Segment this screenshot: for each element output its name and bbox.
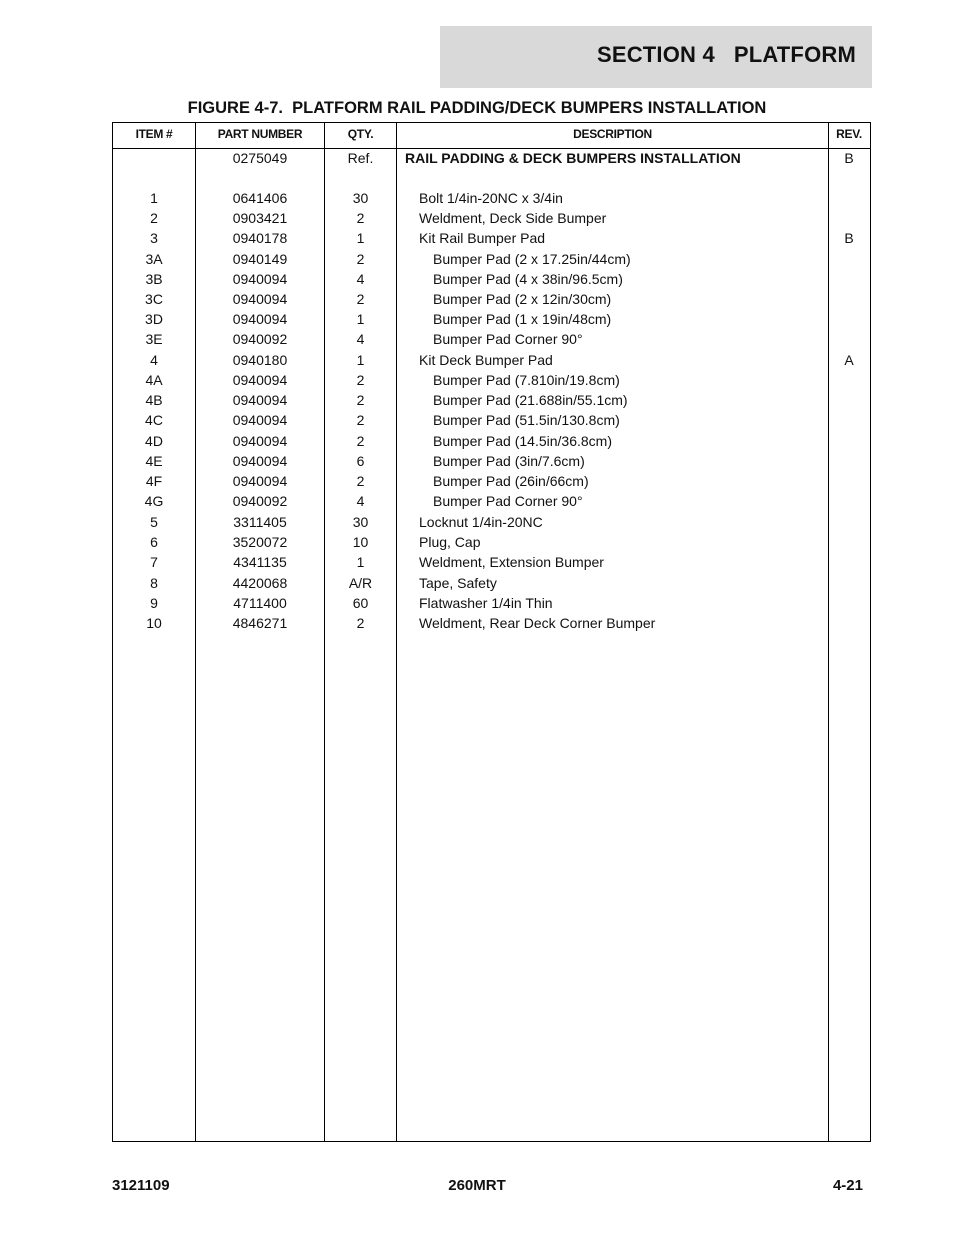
table-row (113, 210, 870, 230)
item-cell: 4E (145, 453, 163, 469)
qty-cell: 30 (352, 514, 369, 530)
item-cell: 4G (144, 493, 164, 509)
table-row (113, 352, 870, 372)
footer-page-number: 4-21 (832, 1177, 863, 1194)
table-row (113, 372, 870, 392)
qty-cell: 60 (352, 595, 369, 611)
part-number-cell: 0940094 (232, 291, 288, 307)
table-row (113, 392, 870, 412)
description-cell: RAIL PADDING & DECK BUMPERS INSTALLATION (405, 150, 741, 166)
part-number-cell: 0940094 (232, 433, 288, 449)
part-number-cell: 0275049 (232, 150, 288, 166)
description-cell: Bumper Pad Corner 90° (433, 493, 583, 509)
description-cell: Bumper Pad (21.688in/55.1cm) (433, 392, 628, 408)
qty-cell: 2 (356, 473, 365, 489)
part-number-cell: 4846271 (232, 615, 288, 631)
column-header-item: ITEM # (135, 127, 173, 141)
rev-cell: B (844, 150, 854, 166)
qty-cell: 4 (356, 493, 365, 509)
description-cell: Bolt 1/4in-20NC x 3/4in (419, 190, 563, 206)
description-cell: Plug, Cap (419, 534, 481, 550)
table-row (113, 575, 870, 595)
description-cell: Weldment, Deck Side Bumper (419, 210, 607, 226)
item-cell: 1 (150, 190, 158, 206)
table-row (113, 433, 870, 453)
description-cell: Bumper Pad (26in/66cm) (433, 473, 589, 489)
section-title: SECTION 4 PLATFORM (596, 42, 856, 67)
table-row (113, 251, 870, 271)
description-cell: Kit Deck Bumper Pad (419, 352, 553, 368)
description-cell: Tape, Safety (419, 575, 497, 591)
table-row (113, 514, 870, 534)
qty-cell: 2 (356, 412, 365, 428)
rev-cell: A (844, 352, 854, 368)
column-header-qty: QTY. (347, 127, 374, 141)
part-number-cell: 0940178 (232, 230, 288, 246)
description-cell: Locknut 1/4in-20NC (419, 514, 543, 530)
column-header-part-number: PART NUMBER (217, 127, 303, 141)
item-cell: 4C (145, 412, 163, 428)
qty-cell: A/R (348, 575, 373, 591)
qty-cell: 1 (356, 352, 365, 368)
qty-cell: 10 (352, 534, 369, 550)
part-number-cell: 0940094 (232, 271, 288, 287)
part-number-cell: 3520072 (232, 534, 288, 550)
table-row (113, 554, 870, 574)
item-cell: 3 (150, 230, 158, 246)
section-header-box (440, 26, 872, 88)
qty-cell: 2 (356, 372, 365, 388)
item-cell: 9 (150, 595, 158, 611)
item-cell: 4D (145, 433, 163, 449)
part-number-cell: 4341135 (233, 554, 287, 570)
description-cell: Bumper Pad (3in/7.6cm) (433, 453, 585, 469)
item-cell: 7 (150, 554, 158, 570)
description-cell: Bumper Pad (2 x 17.25in/44cm) (433, 251, 631, 267)
item-cell: 3A (145, 251, 163, 267)
item-cell: 3D (145, 311, 163, 327)
part-number-cell: 4711400 (233, 595, 287, 611)
figure-title: FIGURE 4-7. PLATFORM RAIL PADDING/DECK BUMPERS INSTALLATION (187, 99, 767, 117)
description-cell: Bumper Pad (14.5in/36.8cm) (433, 433, 612, 449)
part-number-cell: 3311405 (233, 514, 287, 530)
qty-cell: 2 (356, 210, 365, 226)
qty-cell: 2 (356, 291, 365, 307)
description-cell: Bumper Pad Corner 90° (433, 331, 583, 347)
part-number-cell: 0940180 (232, 352, 288, 368)
description-cell: Weldment, Extension Bumper (419, 554, 604, 570)
table-row (113, 230, 870, 250)
item-cell: 10 (146, 615, 162, 631)
description-cell: Flatwasher 1/4in Thin (419, 595, 553, 611)
qty-cell: 1 (356, 230, 365, 246)
table-row (113, 595, 870, 615)
qty-cell: 1 (356, 554, 365, 570)
qty-cell: 6 (356, 453, 365, 469)
table-row (113, 473, 870, 493)
table-row (113, 271, 870, 291)
table-row (113, 453, 870, 473)
table-row (113, 150, 870, 170)
qty-cell: 4 (356, 331, 365, 347)
item-cell: 5 (150, 514, 158, 530)
description-cell: Bumper Pad (51.5in/130.8cm) (433, 412, 620, 428)
part-number-cell: 0940094 (232, 473, 288, 489)
item-cell: 3E (145, 331, 163, 347)
item-cell: 3B (145, 271, 163, 287)
part-number-cell: 0641406 (232, 190, 288, 206)
description-cell: Bumper Pad (7.810in/19.8cm) (433, 372, 620, 388)
description-cell: Weldment, Rear Deck Corner Bumper (419, 615, 656, 631)
qty-cell: 2 (356, 392, 365, 408)
description-cell: Bumper Pad (1 x 19in/48cm) (433, 311, 612, 327)
item-cell: 4F (145, 473, 163, 489)
header-divider (113, 148, 870, 149)
part-number-cell: 0940094 (232, 453, 288, 469)
part-number-cell: 0940094 (232, 412, 288, 428)
table-row (113, 412, 870, 432)
part-number-cell: 0903421 (232, 210, 288, 226)
part-number-cell: 0940094 (232, 372, 288, 388)
qty-cell: 30 (352, 190, 369, 206)
qty-cell: 2 (356, 433, 365, 449)
table-row (113, 190, 870, 210)
item-cell: 3C (145, 291, 163, 307)
footer-model: 260MRT (448, 1177, 506, 1194)
table-row (113, 534, 870, 554)
description-cell: Kit Rail Bumper Pad (419, 230, 546, 246)
qty-cell: 2 (356, 251, 365, 267)
part-number-cell: 4420068 (232, 575, 288, 591)
item-cell: 6 (150, 534, 158, 550)
part-number-cell: 0940094 (232, 311, 288, 327)
qty-cell: 2 (356, 615, 365, 631)
part-number-cell: 0940149 (232, 251, 288, 267)
item-cell: 2 (150, 210, 158, 226)
parts-table (112, 122, 871, 1142)
column-header-description: DESCRIPTION (573, 127, 652, 141)
footer-doc-number: 3121109 (112, 1177, 170, 1194)
item-cell: 8 (150, 575, 158, 591)
table-row (113, 493, 870, 513)
qty-cell: Ref. (347, 150, 374, 166)
table-row (113, 331, 870, 351)
part-number-cell: 0940092 (232, 493, 288, 509)
table-row (113, 615, 870, 635)
item-cell: 4A (145, 372, 163, 388)
table-row (113, 291, 870, 311)
description-cell: Bumper Pad (2 x 12in/30cm) (433, 291, 612, 307)
item-cell: 4B (145, 392, 163, 408)
part-number-cell: 0940094 (232, 392, 288, 408)
rev-cell: B (844, 230, 854, 246)
table-row (113, 311, 870, 331)
qty-cell: 1 (356, 311, 365, 327)
column-header-rev: REV. (836, 127, 862, 141)
item-cell: 4 (150, 352, 158, 368)
qty-cell: 4 (356, 271, 365, 287)
description-cell: Bumper Pad (4 x 38in/96.5cm) (433, 271, 623, 287)
part-number-cell: 0940092 (232, 331, 288, 347)
